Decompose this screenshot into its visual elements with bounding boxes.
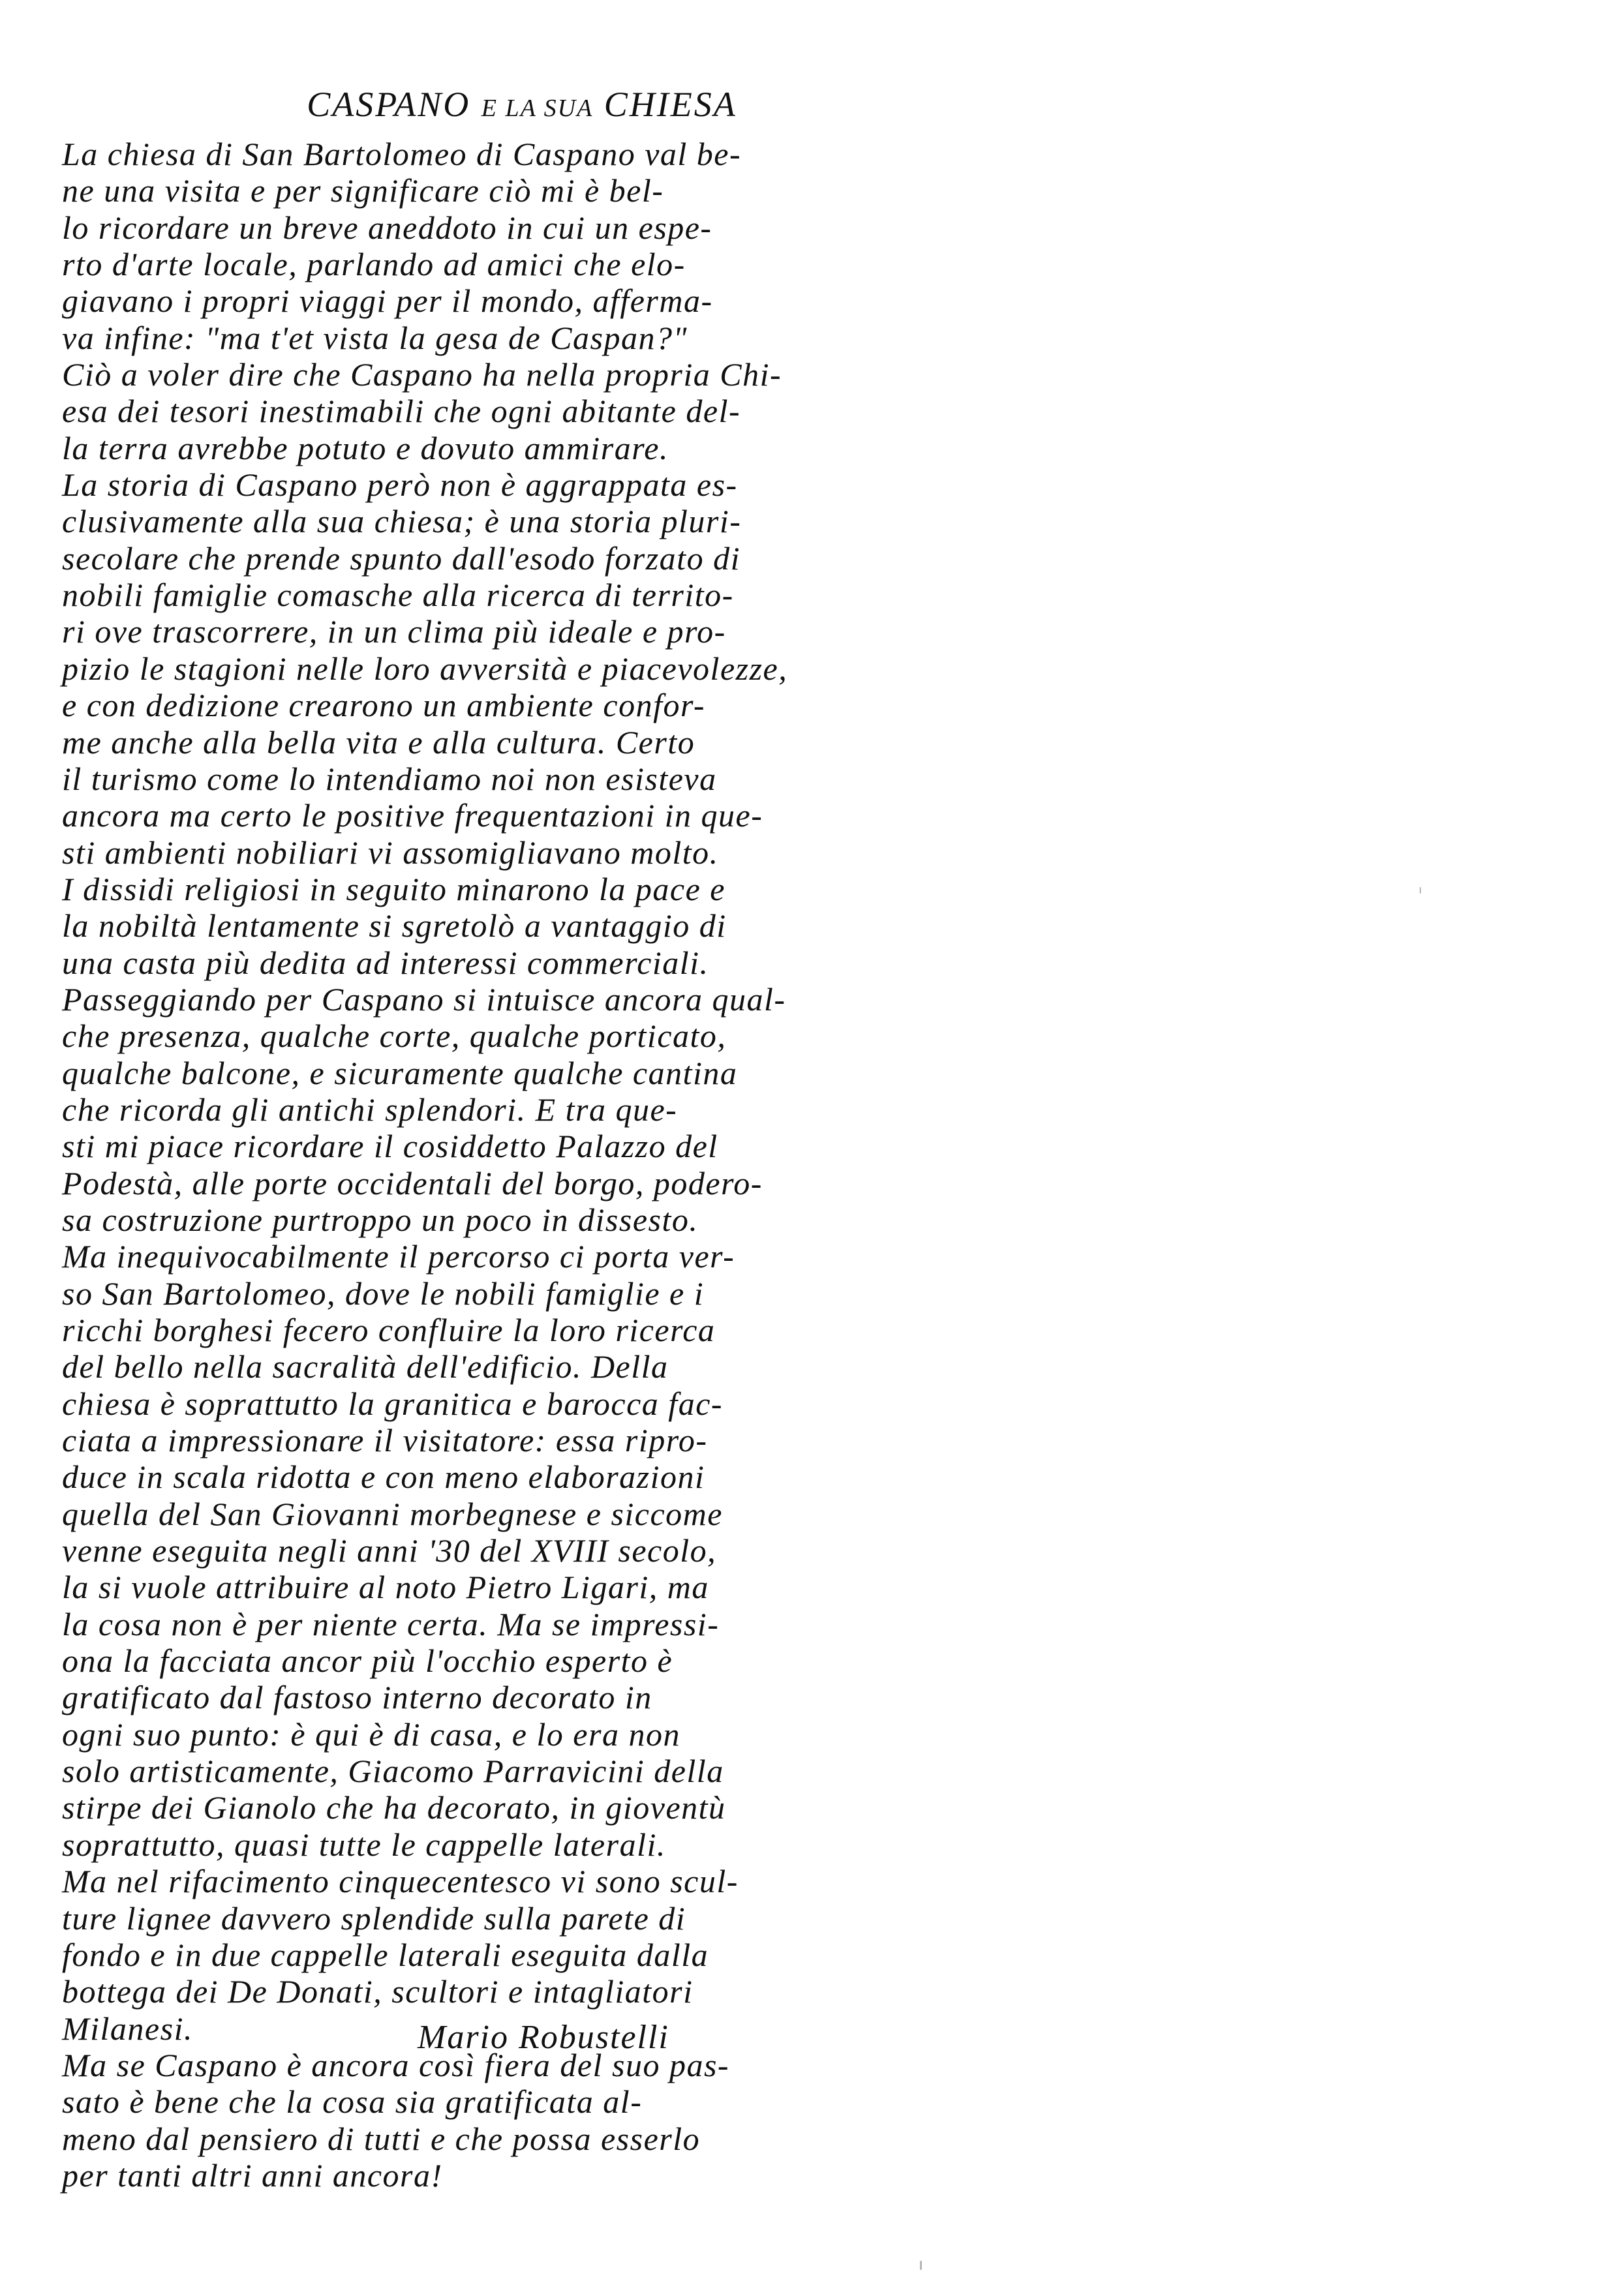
text-line: ne una visita e per significare ciò mi è bel- [62,172,664,209]
text-line: la nobiltà lentamente si sgretolò a vantaggio di [62,907,727,944]
text-line: sti ambienti nobiliari vi assomigliavano molto. [62,834,719,871]
text-line: Ma inequivocabilmente il percorso ci porta ver- [62,1238,735,1275]
text-line: rto d'arte locale, parlando ad amici che elo- [62,246,686,283]
text-line: clusivamente alla sua chiesa; è una storia pluri- [62,503,742,540]
text-line: La chiesa di San Bartolomeo di Caspano val be- [62,136,742,172]
text-line: meno dal pensiero di tutti e che possa esserlo [62,2120,701,2157]
text-line: Podestà, alle porte occidentali del borgo, podero- [62,1164,763,1201]
text-line: Passeggiando per Caspano si intuisce ancora qual- [62,980,786,1018]
page-title [196,85,848,128]
text-line: ogni suo punto: è qui è di casa, e lo era non [62,1715,680,1753]
text-line: pizio le stagioni nelle loro avversità e piacevolezze, [62,650,788,687]
text-line: ricchi borghesi fecero confluire la loro ricerca [62,1312,716,1348]
text-line: gratificato dal fastoso interno decorato in [62,1679,652,1716]
text-line: me anche alla bella vita e alla cultura. Certo [62,723,695,761]
text-line: ancora ma certo le positive frequentazioni in que- [62,797,763,834]
text-line: fondo e in due cappelle laterali eseguita dalla [62,1936,709,1973]
text-line: il turismo come lo intendiamo noi non esisteva [62,760,717,797]
text-line: che presenza, qualche corte, qualche porticato, [62,1018,727,1055]
text-line: che ricorda gli antichi splendori. E tra que- [62,1091,678,1128]
text-line: stirpe dei Gianolo che ha decorato, in gioventù [62,1789,726,1826]
text-line: per tanti altri anni ancora! [62,2156,443,2194]
text-line: la si vuole attribuire al noto Pietro Ligari, ma [62,1569,709,1606]
text-line: esa dei tesori inestimabili che ogni abitante del- [62,393,741,430]
text-line: sti mi piace ricordare il cosiddetto Palazzo del [62,1128,718,1165]
text-line: secolare che prende spunto dall'esodo forzato di [62,539,740,577]
text-line: una casta più dedita ad interessi commerciali. [62,944,709,981]
text-line: qualche balcone, e sicuramente qualche cantina [62,1054,738,1091]
text-line: va infine: "ma t'et vista la gesa de Caspan?" [62,319,688,356]
text-line: sato è bene che la cosa sia gratificata al- [62,2083,643,2121]
author-signature: Mario Robustelli [418,2019,669,2056]
scan-speck [1420,887,1421,894]
text-line: ona la facciata ancor più l'occhio esperto è [62,1642,673,1680]
text-line: giavano i propri viaggi per il mondo, afferma- [62,282,713,320]
title-word-chiesa: CHIESA [603,85,737,124]
text-line: del bello nella sacralità dell'edificio. Della [62,1348,669,1385]
article-body [62,136,897,2194]
text-line: lo ricordare un breve aneddoto in cui un espe- [62,209,712,246]
text-line: Ma se Caspano è ancora così fiera del suo pas- [62,2046,730,2083]
text-line: sa costruzione purtroppo un poco in dissesto. [62,1201,699,1238]
text-line: Milanesi. [62,2010,193,2047]
text-line: la terra avrebbe potuto e dovuto ammirare. [62,429,669,466]
text-line: quella del San Giovanni morbegnese e siccome [62,1495,723,1532]
text-line: ture lignee davvero splendide sulla parete di [62,1899,686,1937]
text-line: nobili famiglie comasche alla ricerca di territo- [62,577,734,614]
title-word-caspano: CASPANO [307,85,471,124]
text-line: Ma nel rifacimento cinquecentesco vi sono scul- [62,1863,739,1900]
text-line: La storia di Caspano però non è aggrappata es- [62,466,738,504]
text-line: soprattutto, quasi tutte le cappelle laterali. [62,1826,666,1863]
text-line: Ciò a voler dire che Caspano ha nella propria Chi- [62,356,782,393]
title-connector: E LA SUA [481,95,594,122]
text-line: e con dedizione crearono un ambiente confor- [62,687,706,724]
text-line: la cosa non è per niente certa. Ma se impressi- [62,1605,720,1642]
text-line: chiesa è soprattutto la granitica e barocca fac- [62,1385,724,1422]
text-line: so San Bartolomeo, dove le nobili famiglie e i [62,1275,705,1312]
text-line: venne eseguita negli anni '30 del XVIII secolo, [62,1532,717,1569]
text-line: ri ove trascorrere, in un clima più ideale e pro- [62,613,726,650]
text-line: duce in scala ridotta e con meno elaborazioni [62,1458,705,1496]
text-line: I dissidi religiosi in seguito minarono la pace e [62,870,725,907]
text-line: solo artisticamente, Giacomo Parravicini della [62,1753,724,1790]
text-line: bottega dei De Donati, scultori e intagliatori [62,1973,694,2010]
text-line: ciata a impressionare il visitatore: essa ripro- [62,1422,708,1459]
scan-speck [920,2261,922,2270]
